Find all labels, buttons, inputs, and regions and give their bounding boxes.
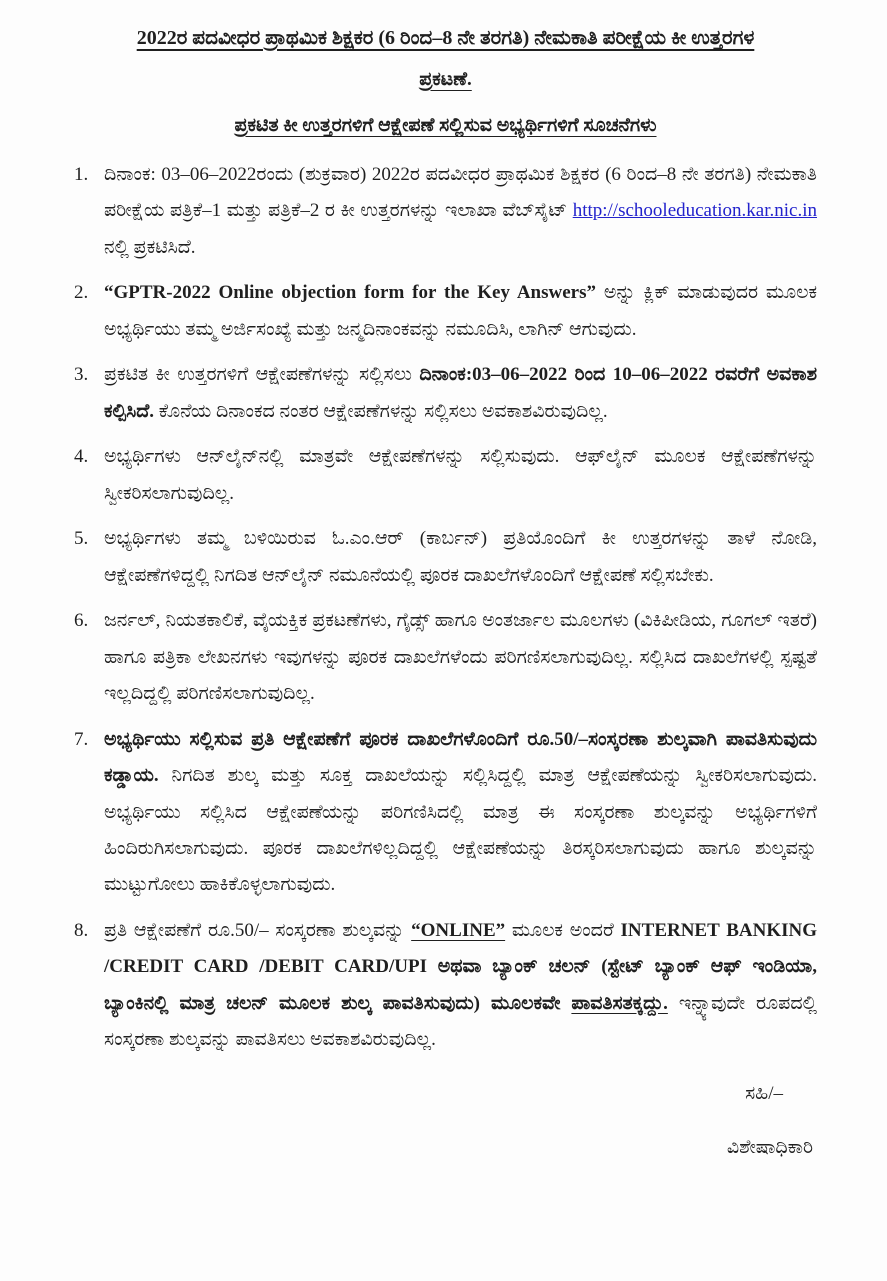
instruction-item-4 [74,439,817,512]
text-segment: ಮೂಲಕ ಅಂದರೆ [505,919,621,941]
signature-block [74,1083,817,1159]
item-text [104,157,817,266]
text-segment: ಜರ್ನಲ್, ನಿಯತಕಾಲಿಕೆ, ವೈಯಕ್ತಿಕ ಪ್ರಕಟಣೆಗಳು, ಗೈಡ್ಸ್ ಹಾಗೂ ಅಂತರ್ಜಾಲ ಮೂಲಗಳು (ವಿಕಿಪೀಡಿಯ, ಗೂಗಲ್ ಇತರೆ) ಹಾಗೂ ಪತ್ರಿಕಾ ಲೇಖನಗಳು ಇವುಗಳನ್ನು ಪೂರಕ ದಾಖಲೆಗಳೆಂದು ಪರಿಗಣಿಸಲಾಗುವುದಿಲ್ಲ. ಸಲ್ಲಿಸಿದ ದಾಖಲೆಗಳಲ್ಲಿ ಸ್ಪಷ್ಟತೆ ಇಲ್ಲದಿದ್ದಲ್ಲಿ ಪರಿಗಣಿಸಲಾಗುವುದಿಲ್ಲ. [104,610,817,705]
item-text [104,603,817,712]
instruction-list [74,157,817,1059]
instruction-item-3 [74,357,817,430]
item-number: 2. [74,282,89,304]
item-number: 6. [74,610,89,632]
instruction-item-8 [74,913,817,1059]
item-text [104,913,817,1059]
item-text [104,722,817,904]
item-number: 4. [74,446,89,468]
text-segment: ಪಾವತಿಸತಕ್ಕದ್ದು. [571,992,668,1014]
text-segment: ದಿನಾಂಕ:03–06–2022 ರಿಂದ 10–06–2022 ರವರೆಗೆ ಅವಕಾಶ ಕಲ್ಪಿಸಿದೆ. [104,364,817,422]
item-number: 7. [74,728,89,750]
item-number: 8. [74,919,89,941]
instructions-heading: ಪ್ರಕಟಿತ ಕೀ ಉತ್ತರಗಳಿಗೆ ಆಕ್ಷೇಪಣೆ ಸಲ್ಲಿಸುವ ಅಭ್ಯರ್ಥಿಗಳಿಗೆ ಸೂಚನೆಗಳು [234,115,657,136]
instruction-item-5 [74,521,817,594]
signature-sign: ಸಹಿ/– [745,1082,783,1104]
text-segment: ಅಭ್ಯರ್ಥಿಗಳು ತಮ್ಮ ಬಳಿಯಿರುವ ಓ.ಎಂ.ಆರ್ (ಕಾರ್ಬನ್) ಪ್ರತಿಯೊಂದಿಗೆ ಕೀ ಉತ್ತರಗಳನ್ನು ತಾಳೆ ನೋಡಿ, ಆಕ್ಷೇಪಣೆಗಳಿದ್ದಲ್ಲಿ ನಿಗದಿತ ಆನ್‌ಲೈನ್ ನಮೂನೆಯಲ್ಲಿ ಪೂರಕ ದಾಖಲೆಗಳೊಂದಿಗೆ ಆಕ್ಷೇಪಣೆ ಸಲ್ಲಿಸಬೇಕು. [104,528,817,586]
website-link[interactable]: http://schooleducation.kar.nic.in [572,200,817,222]
text-segment: ಇನ್ನ್ಯಾವುದೇ ರೂಪದಲ್ಲಿ ಸಂಸ್ಕರಣಾ ಶುಲ್ಕವನ್ನು ಪಾವತಿಸಲು ಅವಕಾಶವಿರುವುದಿಲ್ಲ. [104,992,817,1051]
text-segment: ಪ್ರಕಟಿತ ಕೀ ಉತ್ತರಗಳಿಗೆ ಆಕ್ಷೇಪಣೆಗಳನ್ನು ಸಲ್ಲಿಸಲು [104,364,420,386]
text-segment: ದಿನಾಂಕ: 03–06–2022ರಂದು (ಶುಕ್ರವಾರ) 2022ರ ಪದವೀಧರ ಪ್ರಾಥಮಿಕ ಶಿಕ್ಷಕರ (6 ರಿಂದ–8 ನೇ ತರಗತಿ) ನೇಮಕಾತಿ ಪರೀಕ್ಷೆಯ ಪತ್ರಿಕೆ–1 ಮತ್ತು ಪತ್ರಿಕೆ–2 ರ ಕೀ ಉತ್ತರಗಳನ್ನು ಇಲಾಖಾ ವೆಬ್‌ಸೈಟ್ [104,164,817,222]
text-segment: ಅನ್ನು ಕ್ಲಿಕ್ ಮಾಡುವುದರ ಮೂಲಕ ಅಭ್ಯರ್ಥಿಯು ತಮ್ಮ ಅರ್ಜಿಸಂಖ್ಯೆ ಮತ್ತು ಜನ್ಮದಿನಾಂಕವನ್ನು ನಮೂದಿಸಿ, ಲಾಗಿನ್ ಆಗುವುದು. [104,282,817,340]
item-number: 1. [74,164,89,185]
text-segment: ಕೊನೆಯ ದಿನಾಂಕದ ನಂತರ ಆಕ್ಷೇಪಣೆಗಳನ್ನು ಸಲ್ಲಿಸಲು ಅವಕಾಶವಿರುವುದಿಲ್ಲ. [154,400,608,422]
instruction-item-1 [74,157,817,266]
item-number: 5. [74,528,89,550]
item-number: 3. [74,364,89,386]
text-segment: ನಿಗದಿತ ಶುಲ್ಕ ಮತ್ತು ಸೂಕ್ತ ದಾಖಲೆಯನ್ನು ಸಲ್ಲಿಸಿದ್ದಲ್ಲಿ ಮಾತ್ರ ಆಕ್ಷೇಪಣೆಯನ್ನು ಸ್ವೀಕರಿಸಲಾಗುವುದು. ಅಭ್ಯರ್ಥಿಯು ಸಲ್ಲಿಸಿದ ಆಕ್ಷೇಪಣೆಯನ್ನು ಪರಿಗಣಿಸಿದಲ್ಲಿ ಮಾತ್ರ ಈ ಸಂಸ್ಕರಣಾ ಶುಲ್ಕವನ್ನು ಅಭ್ಯರ್ಥಿಗಳಿಗೆ ಹಿಂದಿರುಗಿಸಲಾಗುವುದು. ಪೂರಕ ದಾಖಲೆಗಳಿಲ್ಲದಿದ್ದಲ್ಲಿ ಆಕ್ಷೇಪಣೆಯನ್ನು ತಿರಸ್ಕರಿಸಲಾಗುವುದು ಹಾಗೂ ಶುಲ್ಕವನ್ನು ಮುಟ್ಟುಗೋಲು ಹಾಕಿಕೊಳ್ಳಲಾಗುವುದು. [104,765,817,896]
item-text [104,439,817,512]
signature-designation: ವಿಶೇಷಾಧಿಕಾರಿ [726,1136,813,1158]
text-segment: ಅಭ್ಯರ್ಥಿಗಳು ಆನ್‌ಲೈನ್‌ನಲ್ಲಿ ಮಾತ್ರವೇ ಆಕ್ಷೇಪಣೆಗಳನ್ನು ಸಲ್ಲಿಸುವುದು. ಆಫ್‌ಲೈನ್ ಮೂಲಕ ಆಕ್ಷೇಪಣೆಗಳನ್ನು ಸ್ವೀಕರಿಸಲಾಗುವುದಿಲ್ಲ. [104,446,817,504]
item-text [104,357,817,430]
instruction-item-2 [74,275,817,348]
instruction-item-7 [74,722,817,904]
instruction-item-6 [74,603,817,712]
text-segment: ನಲ್ಲಿ ಪ್ರಕಟಿಸಿದೆ. [104,236,196,258]
text-segment: “GPTR-2022 Online objection form for the Key Answers” [104,282,596,304]
text-segment: ಅಭ್ಯರ್ಥಿಯು ಸಲ್ಲಿಸುವ ಪ್ರತಿ ಆಕ್ಷೇಪಣೆಗೆ ಪೂರಕ ದಾಖಲೆಗಳೊಂದಿಗೆ ರೂ.50/–ಸಂಸ್ಕರಣಾ ಶುಲ್ಕವಾಗಿ ಪಾವತಿಸುವುದು ಕಡ್ಡಾಯ. [104,728,817,787]
text-segment: “ONLINE” [411,919,506,941]
text-segment: ಪ್ರತಿ ಆಕ್ಷೇಪಣೆಗೆ ರೂ.50/– ಸಂಸ್ಕರಣಾ ಶುಲ್ಕವನ್ನು [104,919,412,941]
item-text [104,275,817,348]
notice-heading: ಪ್ರಕಟಣೆ. [419,69,472,90]
item-text [104,521,817,594]
text-segment: INTERNET BANKING /CREDIT CARD /DEBIT CARD/UPI ಅಥವಾ ಬ್ಯಾಂಕ್ ಚಲನ್ (ಸ್ಟೇಟ್ ಬ್ಯಾಂಕ್ ಆಫ್ ಇಂಡಿಯಾ, ಬ್ಯಾಂಕಿನಲ್ಲಿ ಮಾತ್ರ ಚಲನ್ ಮೂಲಕ ಶುಲ್ಕ ಪಾವತಿಸುವುದು) ಮೂಲಕವೇ [104,919,817,1014]
document-title: 2022ರ ಪದವೀಧರ ಪ್ರಾಥಮಿಕ ಶಿಕ್ಷಕರ (6 ರಿಂದ–8 ನೇ ತರಗತಿ) ನೇಮಕಾತಿ ಪರೀಕ್ಷೆಯ ಕೀ ಉತ್ತರಗಳ [136,27,755,49]
